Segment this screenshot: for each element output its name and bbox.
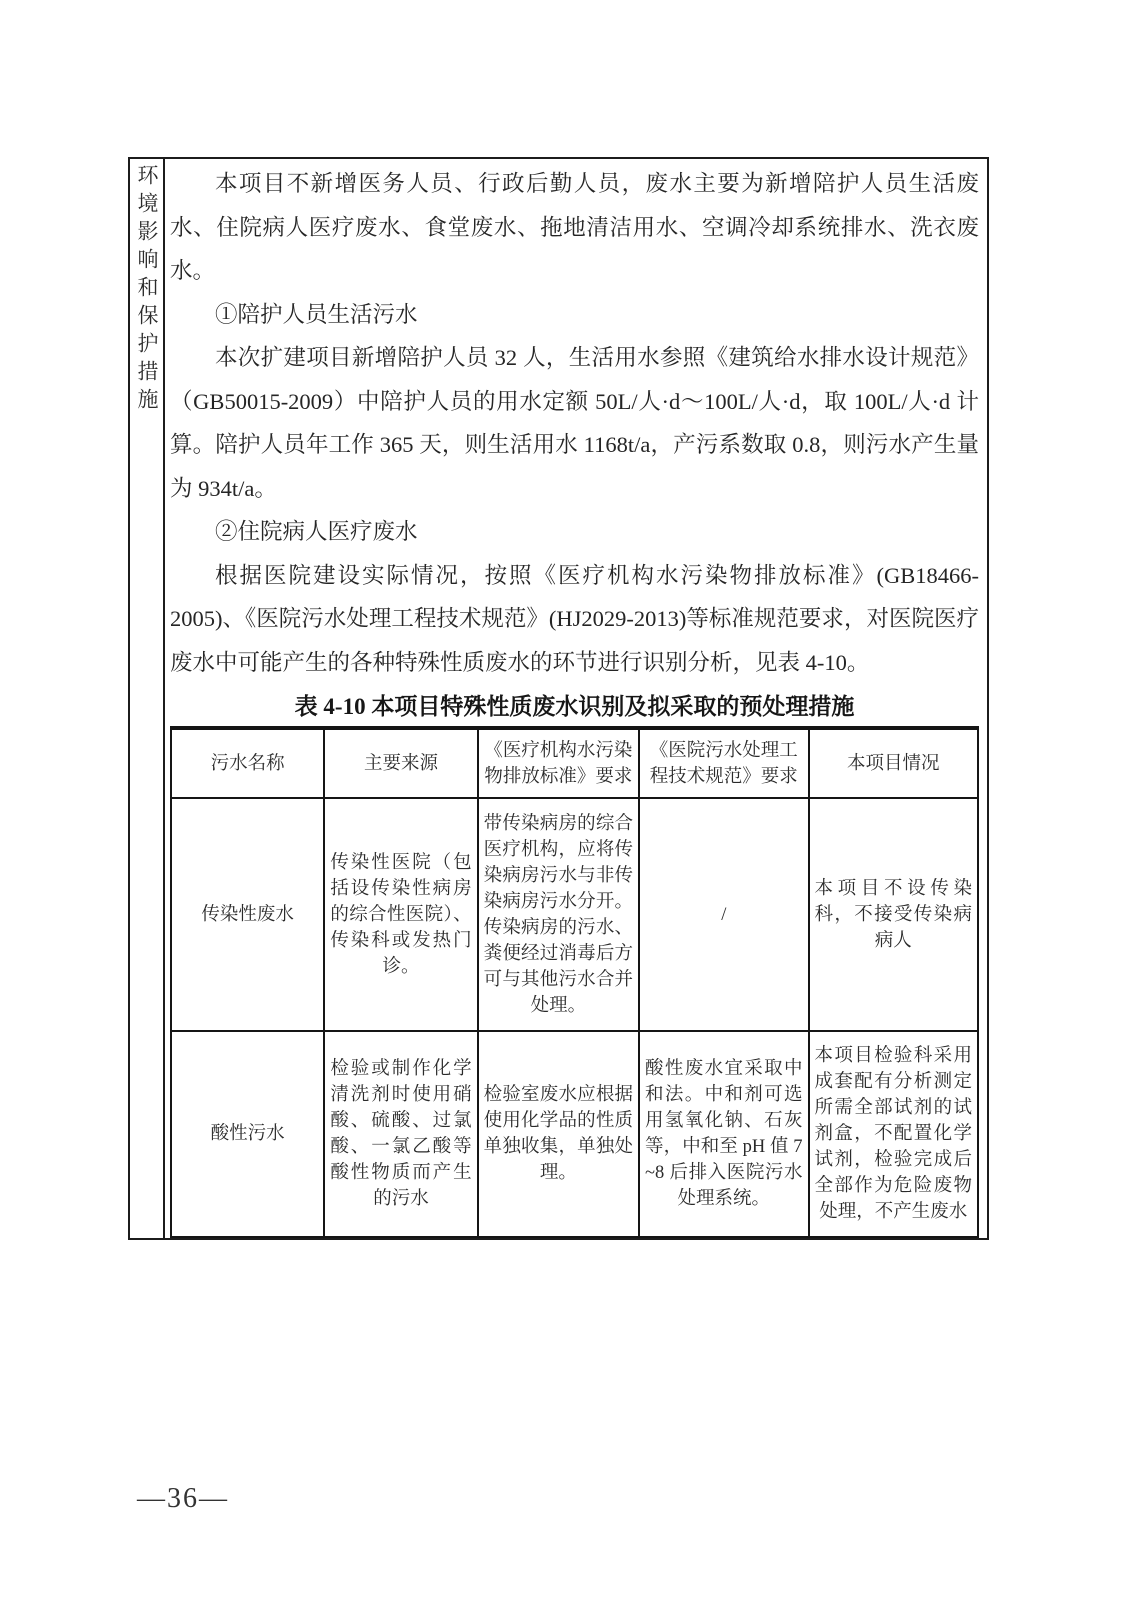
cell-infectious-project: 本项目不设传染科，不接受传染病病人 [809, 798, 978, 1031]
cell-acidic-source: 检验或制作化学清洗剂时使用硝酸、硫酸、过氯酸、一氯乙酸等酸性物质而产生的污水 [324, 1031, 477, 1237]
paragraph-heading-1: ①陪护人员生活污水 [215, 301, 418, 327]
paragraph-heading-2: ②住院病人医疗废水 [215, 519, 418, 544]
cell-infectious-standard: 带传染病房的综合医疗机构，应将传染病房污水与非传染病房污水分开。传染病房的污水、粪便经过消毒后方可与其他污水合并处理。 [478, 798, 639, 1031]
header-sewage-name: 污水名称 [171, 728, 324, 798]
table-row-infectious [171, 798, 978, 1031]
row-header-label: 环境影响和保护措施 [135, 164, 159, 416]
content-area [165, 159, 987, 1238]
header-project-situation: 本项目情况 [809, 728, 978, 798]
cell-infectious-name: 传染性废水 [171, 798, 324, 1031]
table-title: 表 4-10 本项目特殊性质废水识别及拟采取的预处理措施 [294, 694, 855, 719]
cell-acidic-spec: 酸性废水宜采取中和法。中和剂可选用氢氧化钠、石灰等，中和至 pH 值 7~8 后排入医院污水处理系统。 [639, 1031, 808, 1237]
wastewater-table [170, 726, 979, 1238]
page-number: —36— [137, 1483, 229, 1514]
cell-infectious-spec: / [639, 798, 808, 1031]
header-main-source: 主要来源 [324, 728, 477, 798]
paragraph-intro: 本项目不新增医务人员、行政后勤人员，废水主要为新增陪护人员生活废水、住院病人医疗废水、食堂废水、拖地清洁用水、空调冷却系统排水、洗衣废水。 [170, 171, 979, 283]
header-technical-spec: 《医院污水处理工程技术规范》要求 [639, 728, 808, 798]
paragraph-medical-wastewater: 根据医院建设实际情况，按照《医疗机构水污染物排放标准》(GB18466-2005)、《医院污水处理工程技术规范》(HJ2029-2013)等标准规范要求，对医院医疗废水中可能产生的各种特殊性质废水的环节进行识别分析，见表 4-10。 [170, 562, 979, 675]
table-row-acidic [171, 1031, 978, 1237]
header-discharge-standard: 《医疗机构水污染物排放标准》要求 [478, 728, 639, 798]
table-header-row [171, 728, 978, 798]
cell-acidic-name: 酸性污水 [171, 1031, 324, 1237]
document-frame [128, 157, 989, 1240]
cell-acidic-project: 本项目检验科采用成套配有分析测定所需全部试剂的试剂盒，不配置化学试剂，检验完成后全部作为危险废物处理，不产生废水 [809, 1031, 978, 1237]
cell-acidic-standard: 检验室废水应根据使用化学品的性质单独收集，单独处理。 [478, 1031, 639, 1237]
paragraph-caretaker-sewage: 本次扩建项目新增陪护人员 32 人，生活用水参照《建筑给水排水设计规范》（GB50015-2009）中陪护人员的用水定额 50L/人·d～100L/人·d，取 100L/人·d 计算。陪护人员年工作 365 天，则生活用水 1168t/a，产污系数取 0.8，则污水产生量为 934t/a。 [170, 345, 979, 501]
cell-infectious-source: 传染性医院（包括设传染性病房的综合性医院）、传染科或发热门诊。 [324, 798, 477, 1031]
row-header-cell [130, 159, 165, 1238]
